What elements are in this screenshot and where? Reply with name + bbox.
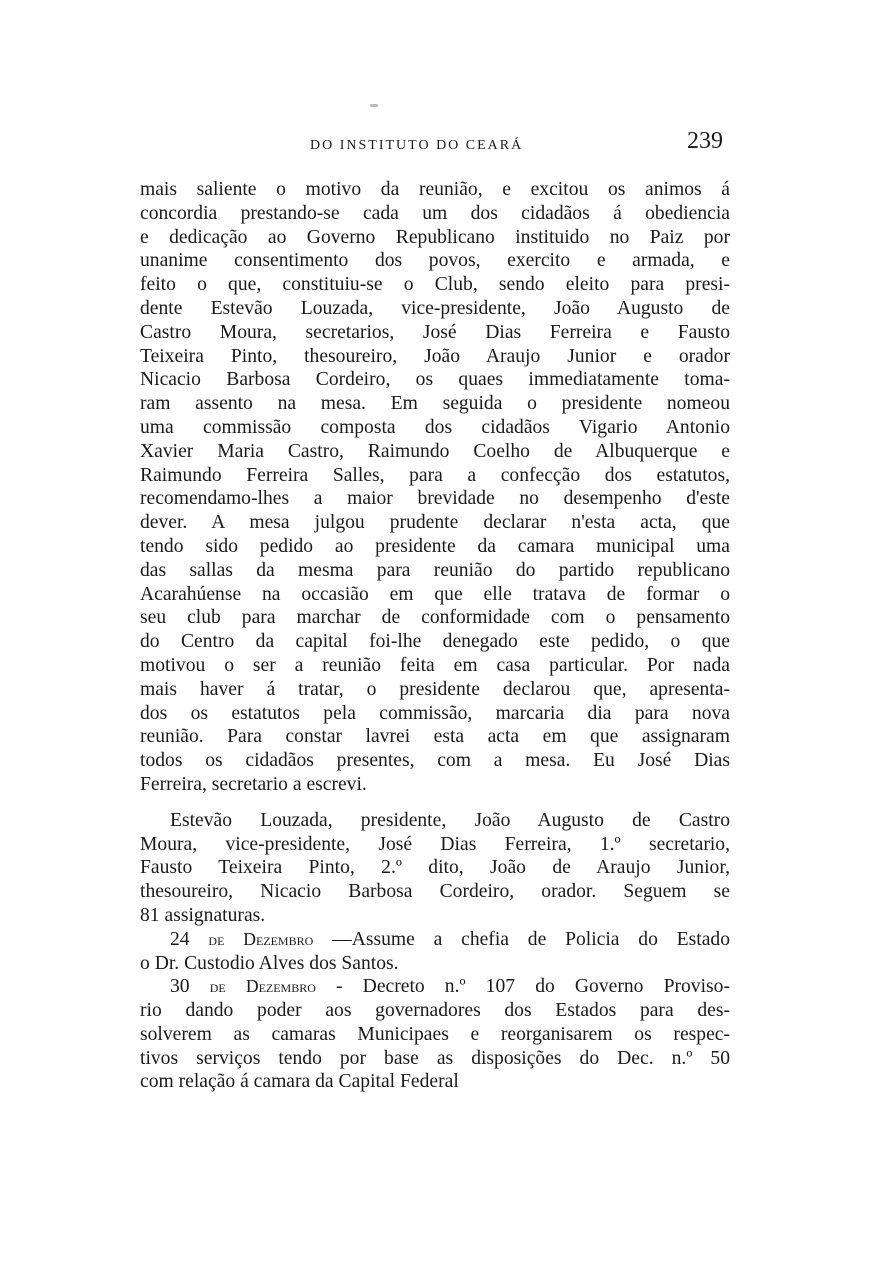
- paragraph-entry-30-dezembro: [140, 975, 730, 1094]
- text-line: o Dr. Custodio Alves dos Santos.: [140, 952, 399, 974]
- text-line: Moura, vice-presidente, José Dias Ferreira, 1.º secretario,: [140, 833, 730, 855]
- paragraph-signatures: [140, 809, 730, 928]
- text-line: [140, 928, 730, 952]
- print-speck: [370, 104, 378, 107]
- text-line: Ferreira, secretario a escrevi.: [140, 773, 367, 795]
- text-line: Acarahúense na occasião em que elle tratava de formar o: [140, 583, 730, 605]
- text-line: rio dando poder aos governadores dos Estados para des-: [140, 1000, 730, 1022]
- text-line: Xavier Maria Castro, Raimundo Coelho de Albuquerque e: [140, 440, 730, 462]
- entry-date-month: Dezembro: [245, 976, 316, 997]
- text-line: e dedicação ao Governo Republicano instituido no Paiz por: [140, 226, 730, 248]
- text-line: dever. A mesa julgou prudente declarar n'esta acta, que: [140, 512, 730, 534]
- text-line: concordia prestando-se cada um dos cidadãos á obediencia: [140, 202, 730, 224]
- text-line: tivos serviços tendo por base as disposições do Dec. n.º 50: [140, 1047, 730, 1069]
- paragraph-gap: [140, 797, 730, 809]
- entry-text: —Assume a chefia de Policia do Estado: [332, 928, 731, 950]
- text-line: das sallas da mesma para reunião do partido republicano: [140, 559, 730, 581]
- text-line: com relação á camara da Capital Federal: [140, 1071, 459, 1093]
- text-line: todos os cidadãos presentes, com a mesa. Eu José Dias: [140, 750, 730, 772]
- text-line: ram assento na mesa. Em seguida o presidente nomeou: [140, 393, 730, 415]
- entry-date-de: de: [208, 928, 225, 949]
- text-line: seu club para marchar de conformidade com o pensamento: [140, 607, 730, 629]
- text-line: Castro Moura, secretarios, José Dias Ferreira e Fausto: [140, 321, 730, 343]
- text-line: dente Estevão Louzada, vice-presidente, João Augusto de: [140, 297, 730, 319]
- paragraph-minutes: [140, 178, 730, 797]
- text-line: dos os estatutos pela commissão, marcaria dia para nova: [140, 702, 730, 724]
- text-line: Nicacio Barbosa Cordeiro, os quaes immediatamente toma-: [140, 369, 730, 391]
- entry-date-month: Dezembro: [243, 928, 314, 949]
- text-line: [140, 975, 730, 999]
- text-line: solverem as camaras Municipaes e reorganisarem os respec-: [140, 1023, 730, 1045]
- text-line: reunião. Para constar lavrei esta acta em que assignaram: [140, 726, 730, 748]
- page-body: [140, 178, 730, 1094]
- text-line: thesoureiro, Nicacio Barbosa Cordeiro, orador. Seguem se: [140, 881, 730, 903]
- text-line: Estevão Louzada, presidente, João Augusto de Castro: [170, 809, 730, 831]
- page-number: 239: [687, 128, 723, 154]
- text-line: Teixeira Pinto, thesoureiro, João Araujo Junior e orador: [140, 345, 730, 367]
- text-line: mais haver á tratar, o presidente declarou que, apresenta-: [140, 678, 730, 700]
- text-line: unanime consentimento dos povos, exercito e armada, e: [140, 250, 730, 272]
- entry-date-day: 30: [170, 976, 190, 998]
- page-header: [140, 128, 735, 162]
- text-line: feito o que, constituiu-se o Club, sendo eleito para presi-: [140, 274, 730, 296]
- text-line: motivou o ser a reunião feita em casa particular. Por nada: [140, 654, 730, 676]
- text-line: 81 assignaturas.: [140, 904, 266, 926]
- paragraph-entry-24-dezembro: [140, 928, 730, 976]
- text-line: mais saliente o motivo da reunião, e excitou os animos á: [140, 179, 730, 200]
- text-line: recomendamo-lhes a maior brevidade no desempenho d'este: [140, 488, 730, 510]
- text-line: Raimundo Ferreira Salles, para a confecção dos estatutos,: [140, 464, 730, 486]
- text-line: Fausto Teixeira Pinto, 2.º dito, João de Araujo Junior,: [140, 857, 730, 879]
- entry-date-de: de: [209, 976, 226, 997]
- text-line: uma commissão composta dos cidadãos Vigario Antonio: [140, 416, 730, 438]
- entry-date-day: 24: [170, 928, 190, 950]
- running-title: DO INSTITUTO DO CEARÁ: [310, 138, 524, 153]
- text-line: do Centro da capital foi-lhe denegado este pedido, o que: [140, 631, 730, 653]
- text-line: tendo sido pedido ao presidente da camara municipal uma: [140, 535, 730, 557]
- entry-text: - Decreto n.º 107 do Governo Proviso-: [336, 976, 730, 998]
